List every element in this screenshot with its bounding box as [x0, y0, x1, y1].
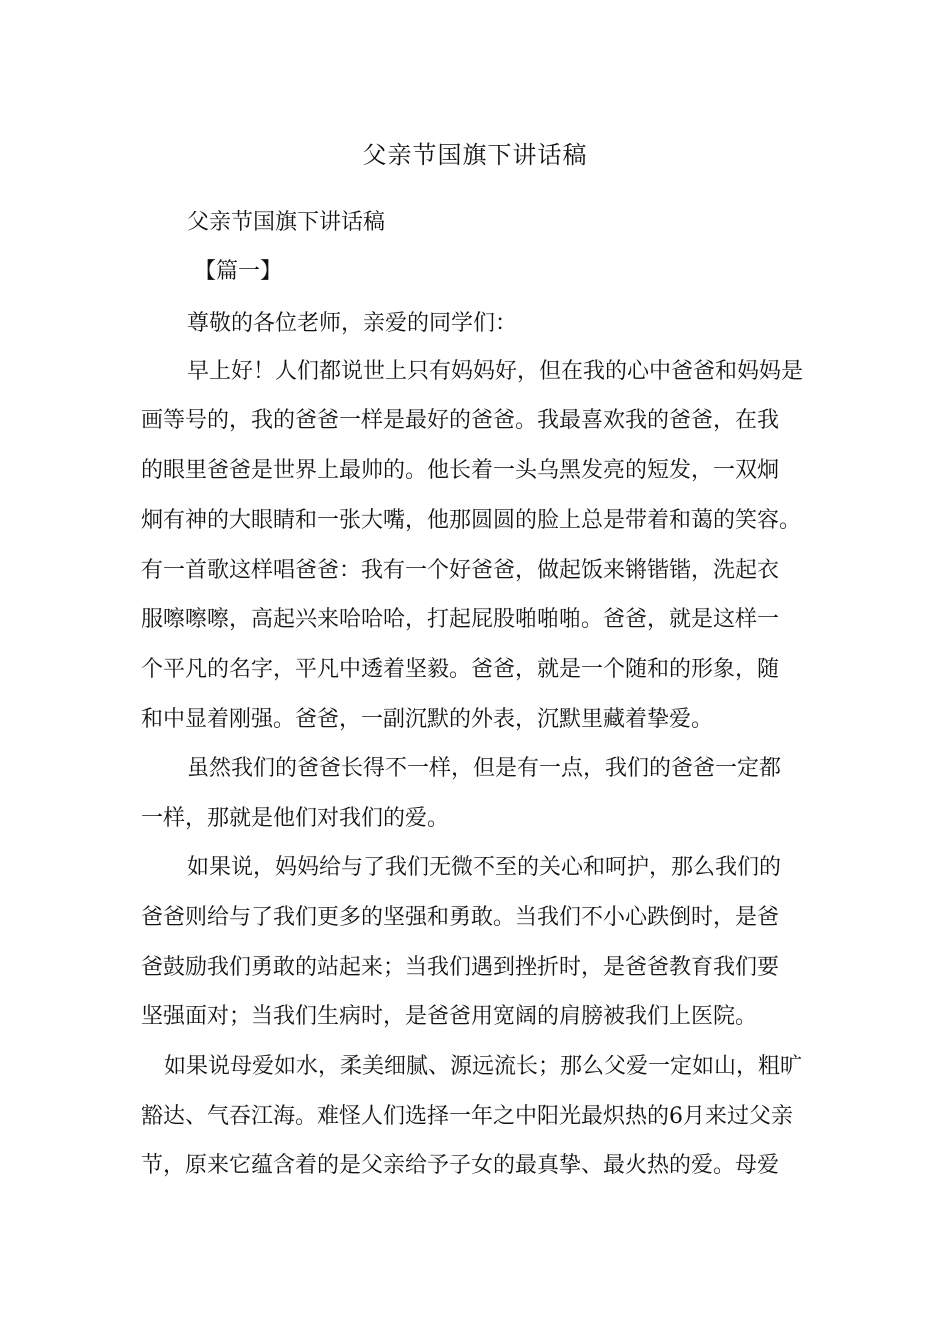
paragraph-line: 坚强面对；当我们生病时，是爸爸用宽阔的肩膀被我们上医院。: [141, 1004, 758, 1029]
paragraph-line: 豁达、气吞江海。难怪人们选择一年之中阳光最炽热的6月来过父亲: [141, 1104, 793, 1129]
paragraph-line: 炯有神的大眼睛和一张大嘴，他那圆圆的脸上总是带着和蔼的笑容。: [141, 508, 802, 533]
paragraph-line: 个平凡的名字，平凡中透着坚毅。爸爸，就是一个随和的形象，随: [141, 657, 780, 682]
paragraph-line: 爸爸则给与了我们更多的坚强和勇敢。当我们不小心跌倒时，是爸: [141, 905, 780, 930]
salutation-line: 尊敬的各位老师，亲爱的同学们：: [187, 311, 518, 336]
paragraph-line: 节，原来它蕴含着的是父亲给予子女的最真挚、最火热的爱。母爱: [141, 1153, 780, 1178]
subtitle-line: 父亲节国旗下讲话稿: [187, 210, 386, 235]
page-title: 父亲节国旗下讲话稿: [362, 141, 588, 169]
paragraph-line: 虽然我们的爸爸长得不一样，但是有一点，我们的爸爸一定都: [187, 756, 782, 781]
paragraph-line: 和中显着刚强。爸爸，一副沉默的外表，沉默里藏着挚爱。: [141, 707, 714, 732]
paragraph-line: 一样，那就是他们对我们的爱。: [141, 806, 450, 831]
paragraph-line: 如果说，妈妈给与了我们无微不至的关心和呵护，那么我们的: [187, 855, 782, 880]
paragraph-line: 的眼里爸爸是世界上最帅的。他长着一头乌黑发亮的短发，一双炯: [141, 458, 780, 483]
paragraph-line: 有一首歌这样唱爸爸：我有一个好爸爸，做起饭来锵锴锴，洗起衣: [141, 558, 780, 583]
paragraph-line: 早上好！人们都说世上只有妈妈好，但在我的心中爸爸和妈妈是: [187, 359, 804, 384]
paragraph-line: 服嚓嚓嚓，高起兴来哈哈哈，打起屁股啪啪啪。爸爸，就是这样一: [141, 607, 780, 632]
paragraph-line: 画等号的，我的爸爸一样是最好的爸爸。我最喜欢我的爸爸，在我: [141, 408, 780, 433]
paragraph-line: 如果说母爱如水，柔美细腻、源远流长；那么父爱一定如山，粗旷: [164, 1054, 803, 1079]
paragraph-line: 爸鼓励我们勇敢的站起来；当我们遇到挫折时，是爸爸教育我们要: [141, 955, 780, 980]
section-heading: 【篇一】: [194, 259, 283, 284]
